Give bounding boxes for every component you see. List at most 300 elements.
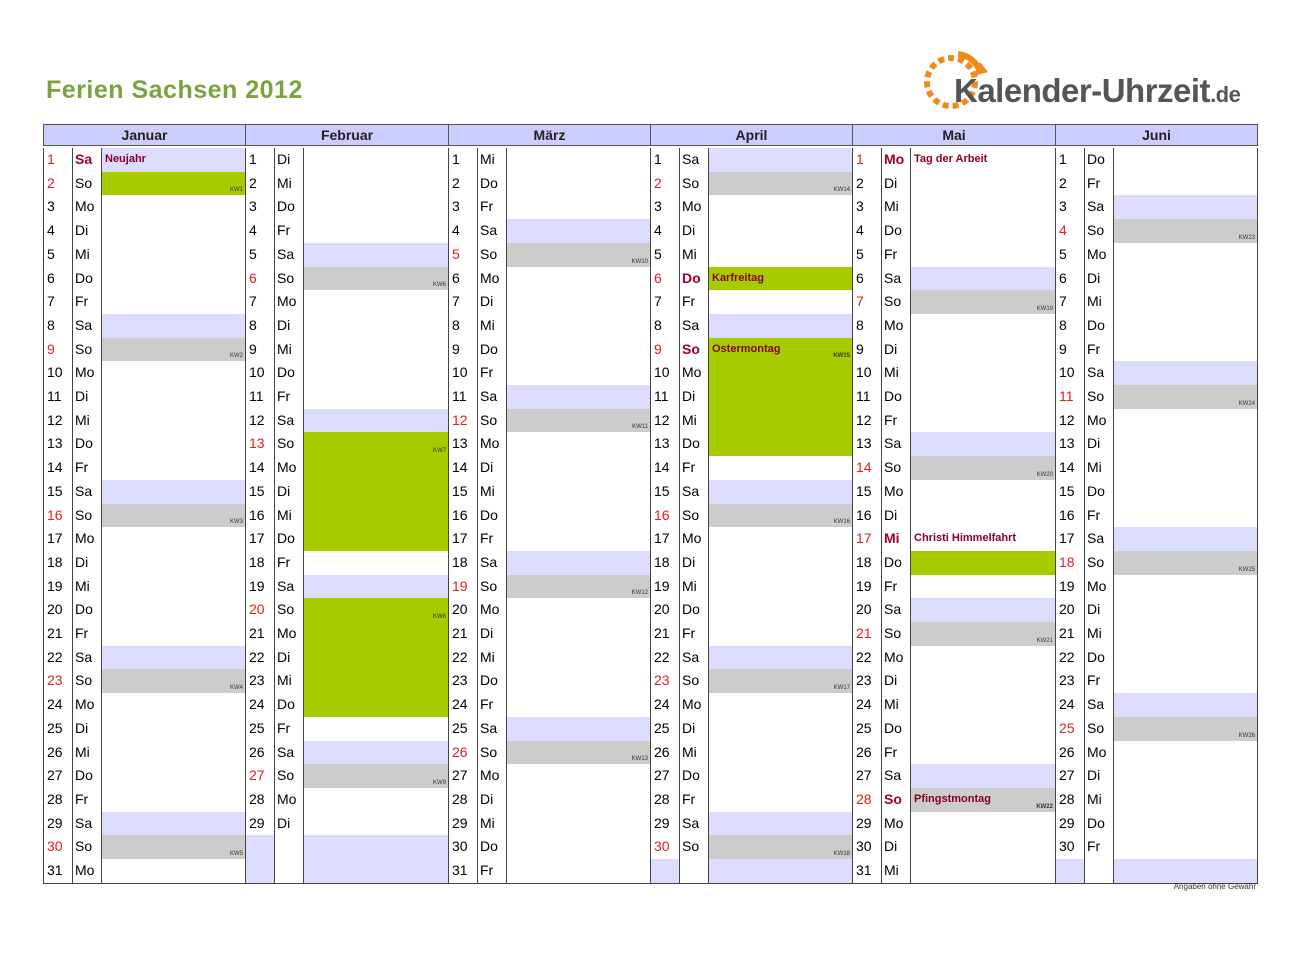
weekday: So (680, 835, 709, 860)
month-header-6: Juni (1055, 124, 1258, 146)
day-event (1114, 669, 1258, 694)
week-number: KW5 (229, 851, 243, 857)
weekday: So (680, 172, 709, 196)
day-number: 9 (448, 338, 478, 362)
day-event (304, 859, 449, 884)
day-number: 3 (245, 195, 275, 220)
day-event (304, 148, 449, 173)
day-event (709, 219, 853, 244)
day-number: 3 (650, 195, 680, 220)
day-number: 1 (852, 148, 882, 173)
weekday: So (478, 575, 507, 599)
week-number: KW6 (432, 282, 446, 288)
weekday: Mi (478, 148, 507, 173)
day-event (507, 693, 651, 718)
day-number: 20 (650, 598, 680, 623)
day-event (1114, 385, 1258, 410)
weekday: So (275, 432, 304, 457)
day-number: 20 (852, 598, 882, 623)
day-event (102, 669, 246, 694)
day-event (1114, 717, 1258, 742)
day-number: 19 (650, 575, 680, 599)
day-event (304, 219, 449, 244)
weekday: Fr (680, 622, 709, 647)
day-number: 8 (43, 314, 73, 339)
weekday: Mi (882, 527, 911, 552)
day-number: 5 (43, 243, 73, 268)
weekday: Di (275, 148, 304, 173)
day-number: 5 (650, 243, 680, 268)
day-number: 30 (448, 835, 478, 860)
weekday: Di (275, 480, 304, 505)
day-event (911, 669, 1056, 694)
day-event (102, 219, 246, 244)
weekday: Fr (275, 551, 304, 576)
day-event (709, 622, 853, 647)
day-number: 21 (1055, 622, 1085, 647)
day-event (709, 361, 853, 386)
day-number: 19 (43, 575, 73, 599)
day-event (507, 788, 651, 813)
weekday: Di (882, 669, 911, 694)
weekday: Fr (275, 717, 304, 742)
day-event (709, 243, 853, 268)
day-event (1114, 812, 1258, 836)
weekday: Di (73, 219, 102, 244)
week-number: KW13 (631, 756, 648, 762)
weekday: Mo (73, 361, 102, 386)
day-event (304, 812, 449, 836)
weekday: Sa (882, 598, 911, 623)
day-event (1114, 195, 1258, 220)
day-number: 8 (852, 314, 882, 339)
day-number: 1 (1055, 148, 1085, 173)
weekday: Do (275, 195, 304, 220)
day-event (709, 835, 853, 860)
day-event (911, 361, 1056, 386)
weekday: Mo (478, 764, 507, 789)
day-number: 27 (245, 764, 275, 789)
day-number: 15 (245, 480, 275, 505)
weekday: Di (1085, 764, 1114, 789)
day-number: 25 (852, 717, 882, 742)
day-number: 24 (650, 693, 680, 718)
week-number: KW1 (229, 187, 243, 193)
week-number: KW10 (631, 259, 648, 265)
day-event (507, 219, 651, 244)
day-event (1114, 646, 1258, 670)
weekday: Di (680, 551, 709, 576)
day-event (102, 361, 246, 386)
day-event (507, 148, 651, 173)
weekday: Fr (478, 693, 507, 718)
day-number: 29 (650, 812, 680, 836)
day-event (102, 598, 246, 623)
day-number: 22 (650, 646, 680, 670)
weekday: Mo (478, 267, 507, 291)
day-event (507, 741, 651, 765)
day-event (1114, 504, 1258, 528)
day-number: 11 (245, 385, 275, 410)
weekday: Mi (680, 243, 709, 268)
day-number: 3 (852, 195, 882, 220)
day-event (911, 788, 1056, 813)
day-number: 10 (43, 361, 73, 386)
weekday: So (882, 456, 911, 481)
day-event (911, 480, 1056, 505)
day-number: 7 (448, 290, 478, 315)
weekday: Mo (478, 598, 507, 623)
weekday: So (680, 338, 709, 362)
weekday: Fr (1085, 172, 1114, 196)
day-event (507, 480, 651, 505)
day-number: 12 (448, 409, 478, 433)
day-event (911, 527, 1056, 552)
day-event (911, 432, 1056, 457)
day-number: 8 (448, 314, 478, 339)
day-event (1114, 361, 1258, 386)
day-number: 22 (852, 646, 882, 670)
day-number: 29 (1055, 812, 1085, 836)
day-event (1114, 764, 1258, 789)
page-title: Ferien Sachsen 2012 (46, 76, 303, 104)
day-number: 26 (43, 741, 73, 765)
day-number: 2 (852, 172, 882, 196)
weekday: Mo (73, 527, 102, 552)
day-event (304, 788, 449, 813)
day-number: 12 (1055, 409, 1085, 433)
day-event (304, 172, 449, 196)
day-event (1114, 480, 1258, 505)
weekday: Di (73, 385, 102, 410)
weekday: Di (680, 385, 709, 410)
day-number: 2 (1055, 172, 1085, 196)
day-number: 14 (1055, 456, 1085, 481)
weekday: Do (680, 267, 709, 291)
day-event (507, 361, 651, 386)
day-number: 1 (43, 148, 73, 173)
day-event (507, 456, 651, 481)
day-event (507, 646, 651, 670)
weekday: Sa (882, 764, 911, 789)
day-event (709, 646, 853, 670)
weekday: Di (882, 835, 911, 860)
weekday: Di (1085, 267, 1114, 291)
weekday: Sa (680, 148, 709, 173)
weekday: Fr (882, 409, 911, 433)
day-event (1114, 551, 1258, 576)
day-event (102, 622, 246, 647)
weekday: Do (1085, 646, 1114, 670)
day-event (709, 385, 853, 410)
weekday: Mo (882, 480, 911, 505)
day-number: 8 (245, 314, 275, 339)
day-event (102, 717, 246, 742)
day-number: 1 (448, 148, 478, 173)
day-event (709, 314, 853, 339)
day-event (1114, 409, 1258, 433)
day-event (709, 764, 853, 789)
weekday: Do (478, 338, 507, 362)
weekday: Mi (275, 172, 304, 196)
weekday: Di (478, 456, 507, 481)
weekday: Di (73, 551, 102, 576)
day-number: 31 (448, 859, 478, 884)
day-event (102, 195, 246, 220)
weekday: Do (1085, 812, 1114, 836)
weekday: Do (882, 717, 911, 742)
weekday: Di (275, 646, 304, 670)
day-number: 22 (448, 646, 478, 670)
weekday: Fr (1085, 338, 1114, 362)
day-event (709, 432, 853, 457)
day-number: 12 (245, 409, 275, 433)
day-number: 15 (43, 480, 73, 505)
week-number: KW4 (229, 685, 243, 691)
day-number: 23 (245, 669, 275, 694)
day-event (709, 693, 853, 718)
day-number: 30 (43, 835, 73, 860)
weekday: Do (680, 432, 709, 457)
weekday: So (275, 598, 304, 623)
day-number: 8 (1055, 314, 1085, 339)
weekday: Sa (73, 148, 102, 173)
day-event (911, 195, 1056, 220)
weekday: Fr (275, 385, 304, 410)
day-event (304, 669, 449, 694)
day-number: 9 (1055, 338, 1085, 362)
weekday: Di (882, 172, 911, 196)
day-number: 2 (245, 172, 275, 196)
weekday: So (275, 267, 304, 291)
day-number: 29 (43, 812, 73, 836)
weekday: Mi (73, 243, 102, 268)
day-number: 3 (43, 195, 73, 220)
weekday: Sa (680, 812, 709, 836)
day-event (507, 338, 651, 362)
day-event (709, 195, 853, 220)
day-number (650, 859, 680, 884)
day-number: 15 (650, 480, 680, 505)
day-number: 18 (852, 551, 882, 576)
day-number (1055, 859, 1085, 884)
day-event (1114, 432, 1258, 457)
day-event (102, 693, 246, 718)
day-number: 29 (448, 812, 478, 836)
weekday: Fr (275, 219, 304, 244)
day-event (1114, 338, 1258, 362)
weekday: Sa (275, 741, 304, 765)
day-number: 21 (852, 622, 882, 647)
weekday: Sa (1085, 195, 1114, 220)
day-event (507, 432, 651, 457)
day-number: 31 (852, 859, 882, 884)
weekday: Mi (882, 195, 911, 220)
logo-tld: .de (1210, 82, 1241, 107)
logo-text (954, 72, 1240, 110)
weekday: Fr (882, 243, 911, 268)
day-event (304, 432, 449, 457)
weekday: Sa (882, 432, 911, 457)
day-number: 23 (1055, 669, 1085, 694)
day-event (1114, 148, 1258, 173)
weekday: Fr (73, 290, 102, 315)
day-number: 20 (448, 598, 478, 623)
weekday: Fr (680, 456, 709, 481)
day-number: 11 (43, 385, 73, 410)
day-event (102, 788, 246, 813)
week-number: KW18 (833, 851, 850, 857)
weekday: So (680, 669, 709, 694)
day-event (304, 314, 449, 339)
day-event (507, 409, 651, 433)
weekday: Sa (73, 812, 102, 836)
weekday: So (882, 788, 911, 813)
day-number: 25 (448, 717, 478, 742)
day-number: 20 (43, 598, 73, 623)
weekday: So (882, 622, 911, 647)
day-event (304, 575, 449, 599)
day-event (911, 859, 1056, 884)
day-event (102, 812, 246, 836)
day-number: 4 (1055, 219, 1085, 244)
day-number: 14 (43, 456, 73, 481)
day-event (102, 338, 246, 362)
day-number: 4 (650, 219, 680, 244)
day-event (709, 456, 853, 481)
day-number: 31 (43, 859, 73, 884)
day-number: 17 (852, 527, 882, 552)
day-number: 13 (852, 432, 882, 457)
weekday: Sa (882, 267, 911, 291)
weekday: Mi (680, 409, 709, 433)
day-number: 23 (43, 669, 73, 694)
day-number: 7 (650, 290, 680, 315)
day-event (507, 669, 651, 694)
week-number: KW16 (833, 519, 850, 525)
day-number: 24 (852, 693, 882, 718)
day-number: 12 (852, 409, 882, 433)
day-number: 23 (852, 669, 882, 694)
weekday: Mo (1085, 575, 1114, 599)
day-number: 10 (448, 361, 478, 386)
weekday: Mi (882, 361, 911, 386)
day-event (304, 385, 449, 410)
weekday: Di (882, 504, 911, 528)
brand-logo[interactable] (918, 42, 1248, 114)
month-header-4: April (650, 124, 853, 146)
day-event (304, 243, 449, 268)
day-number: 26 (650, 741, 680, 765)
weekday: Di (680, 219, 709, 244)
month-header-1: Januar (43, 124, 246, 146)
day-number: 28 (245, 788, 275, 813)
day-number: 2 (43, 172, 73, 196)
day-number: 25 (43, 717, 73, 742)
holiday-label: Karfreitag (712, 272, 764, 284)
day-number: 18 (1055, 551, 1085, 576)
week-number: KW14 (833, 187, 850, 193)
day-number: 23 (650, 669, 680, 694)
weekday: Di (1085, 432, 1114, 457)
day-number: 7 (1055, 290, 1085, 315)
week-number: KW26 (1238, 733, 1255, 739)
day-number: 16 (43, 504, 73, 528)
day-number: 21 (245, 622, 275, 647)
weekday: So (478, 409, 507, 433)
day-number: 3 (1055, 195, 1085, 220)
day-number: 16 (448, 504, 478, 528)
day-number: 27 (43, 764, 73, 789)
day-event (1114, 314, 1258, 339)
day-number: 22 (245, 646, 275, 670)
weekday: Do (275, 361, 304, 386)
day-number: 26 (448, 741, 478, 765)
day-number: 12 (43, 409, 73, 433)
weekday: Mo (882, 646, 911, 670)
week-number: KW20 (1036, 472, 1053, 478)
day-number: 9 (245, 338, 275, 362)
day-number: 14 (852, 456, 882, 481)
day-number: 11 (852, 385, 882, 410)
day-event (507, 314, 651, 339)
day-event (304, 741, 449, 765)
day-event (911, 812, 1056, 836)
day-number: 8 (650, 314, 680, 339)
day-event (304, 195, 449, 220)
day-event (911, 409, 1056, 433)
day-number: 12 (650, 409, 680, 433)
day-number: 28 (1055, 788, 1085, 813)
day-event (911, 741, 1056, 765)
day-event (911, 504, 1056, 528)
day-number: 22 (43, 646, 73, 670)
day-number: 13 (245, 432, 275, 457)
weekday: Do (73, 432, 102, 457)
weekday: Mi (73, 575, 102, 599)
day-event (911, 622, 1056, 647)
day-number: 18 (448, 551, 478, 576)
weekday: Do (1085, 314, 1114, 339)
day-event (911, 598, 1056, 623)
week-number: KW25 (1238, 567, 1255, 573)
day-event (102, 290, 246, 315)
day-number: 13 (650, 432, 680, 457)
day-event (911, 693, 1056, 718)
weekday: So (275, 764, 304, 789)
weekday: Mi (478, 646, 507, 670)
day-number: 14 (650, 456, 680, 481)
day-event (507, 172, 651, 196)
day-event (304, 646, 449, 670)
day-number: 4 (448, 219, 478, 244)
day-event (507, 551, 651, 576)
weekday: Do (73, 267, 102, 291)
day-event (911, 219, 1056, 244)
weekday: Mo (275, 456, 304, 481)
day-event (709, 669, 853, 694)
day-event (911, 764, 1056, 789)
day-event (911, 717, 1056, 742)
day-event (1114, 788, 1258, 813)
day-event (709, 267, 853, 291)
day-event (709, 741, 853, 765)
day-event (507, 385, 651, 410)
weekday: Fr (882, 575, 911, 599)
weekday: So (882, 290, 911, 315)
weekday: Di (478, 622, 507, 647)
day-event (102, 741, 246, 765)
